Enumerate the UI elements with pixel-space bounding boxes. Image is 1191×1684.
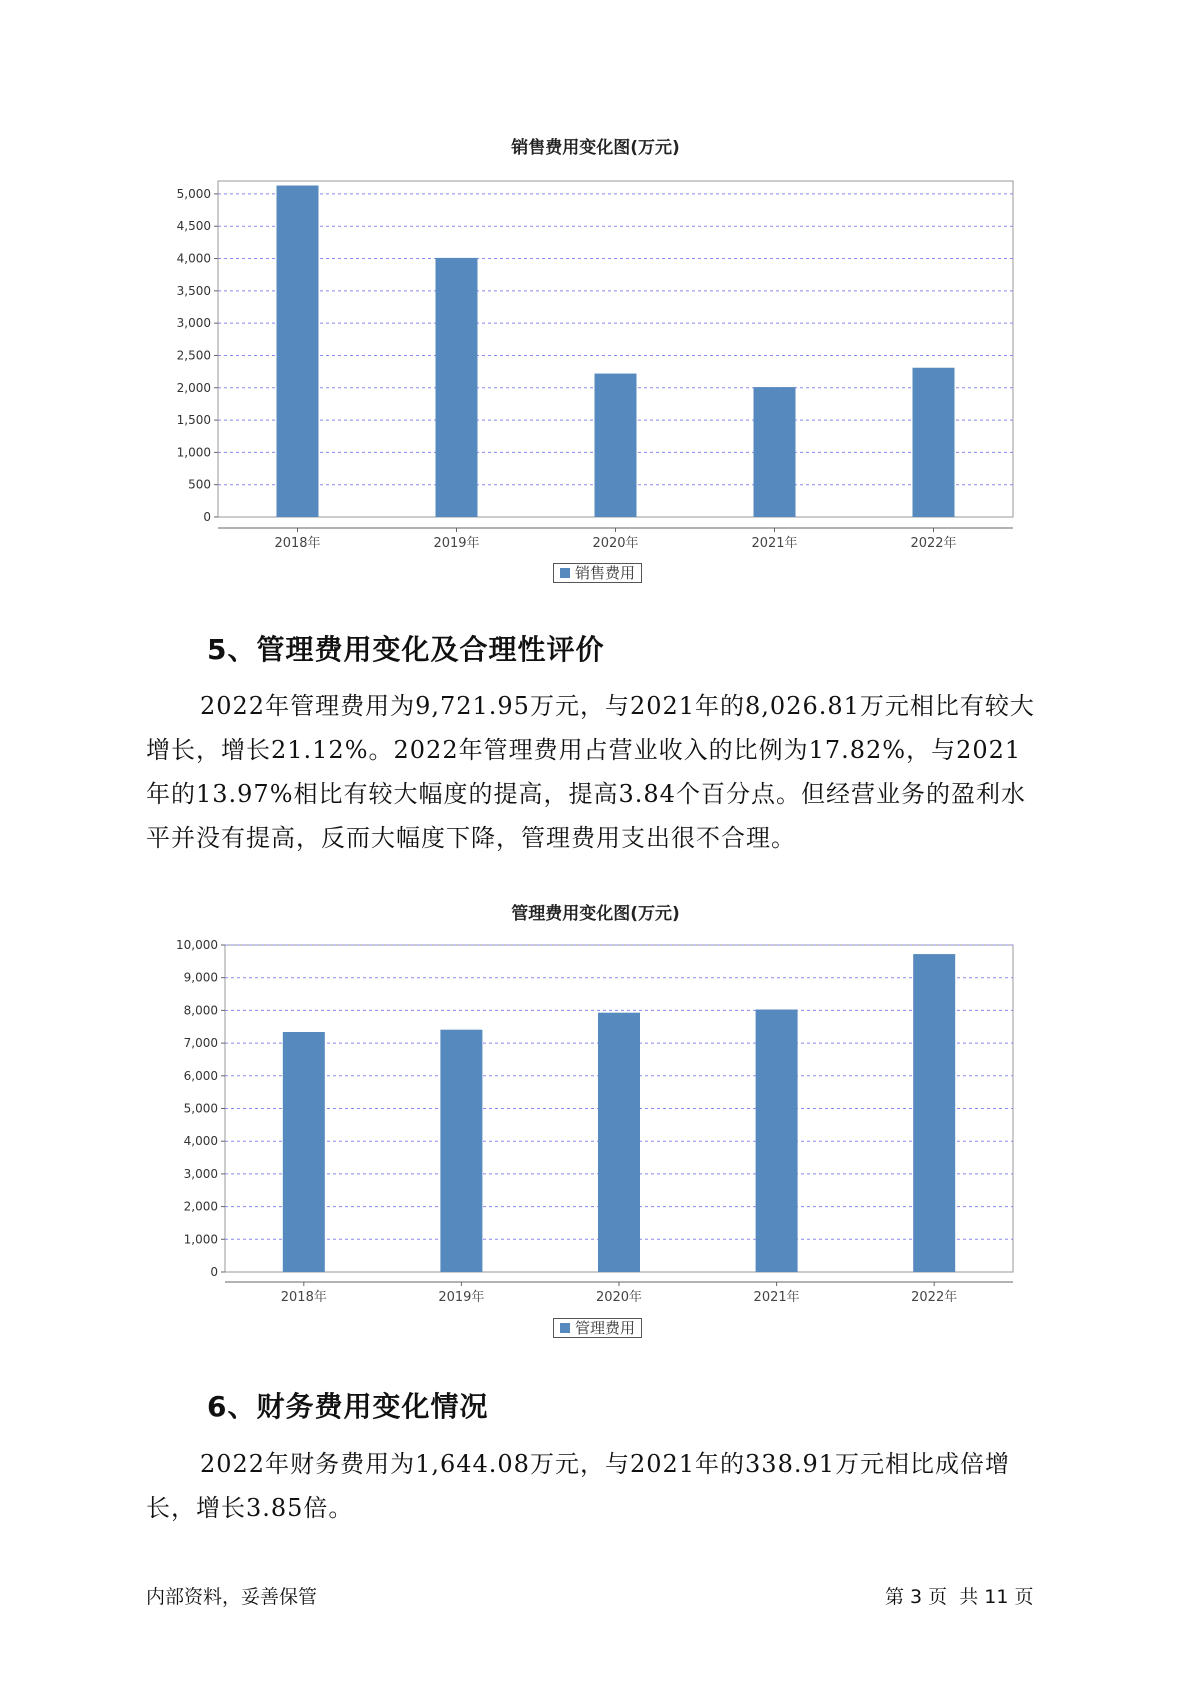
y-tick-label: 0 (210, 1265, 218, 1279)
x-tick-label: 2018年 (274, 536, 321, 551)
footer-confidential-note: 内部资料，妥善保管 (146, 1586, 318, 1608)
admin-expense-paragraph: 2022年管理费用为9,721.95万元，与2021年的8,026.81万元相比有较大增长，增长21.12%。2022年管理费用占营业收入的比例为17.82%，与2021年的13.97%相比有较大幅度的提高，提高3.84个百分点。但经营业务的盈利水平并没有提高，反而大幅度下降，管理费用支出很不合理。 (146, 692, 1035, 852)
finance-expense-paragraph: 2022年财务费用为1,644.08万元，与2021年的338.91万元相比成倍增长，增长3.85倍。 (146, 1450, 1011, 1522)
y-tick-label: 5,000 (176, 186, 211, 201)
admin-expense-chart-title: 管理费用变化图(万元) (511, 904, 680, 924)
y-tick-label: 1,000 (176, 445, 211, 460)
x-tick-label: 2022年 (911, 1290, 958, 1305)
y-tick-label: 8,000 (183, 1003, 218, 1018)
y-tick-label: 4,000 (176, 251, 211, 266)
y-tick-label: 3,000 (176, 316, 211, 331)
y-tick-label: 7,000 (183, 1036, 218, 1051)
y-tick-label: 4,500 (176, 219, 211, 234)
legend-label: 管理费用 (575, 1319, 636, 1337)
x-tick-label: 2020年 (592, 536, 639, 551)
x-tick-label: 2020年 (595, 1290, 643, 1305)
y-tick-label: 0 (203, 510, 211, 524)
footer-page-number: 第 3 页 共 11 页 (885, 1586, 1034, 1608)
admin-expense-legend (553, 1318, 642, 1338)
y-tick-label: 1,000 (183, 1232, 218, 1247)
x-tick-label: 2021年 (753, 1290, 800, 1305)
bar (283, 1032, 325, 1272)
y-tick-label: 10,000 (176, 938, 218, 952)
y-tick-label: 2,000 (183, 1199, 218, 1214)
bar (913, 954, 955, 1272)
legend-label: 销售费用 (575, 564, 636, 582)
section-heading-finance-expense: 6、财务费用变化情况 (207, 1390, 489, 1423)
y-tick-label: 4,000 (183, 1134, 218, 1149)
x-tick-label: 2019年 (433, 536, 480, 551)
bar (598, 1013, 640, 1272)
x-tick-label: 2021年 (751, 536, 798, 551)
y-tick-label: 500 (188, 477, 211, 492)
y-tick-label: 3,500 (176, 283, 211, 298)
x-tick-label: 2022年 (910, 536, 957, 551)
sales-expense-chart-title: 销售费用变化图(万元) (511, 138, 680, 158)
y-tick-label: 2,500 (176, 348, 211, 363)
y-tick-label: 5,000 (183, 1101, 218, 1116)
legend-swatch (560, 1323, 570, 1333)
y-tick-label: 9,000 (183, 970, 218, 985)
x-tick-label: 2018年 (280, 1290, 327, 1305)
x-tick-label: 2019年 (438, 1290, 485, 1305)
y-tick-label: 1,500 (176, 413, 211, 428)
y-tick-label: 3,000 (183, 1166, 218, 1181)
section-heading-admin-expense: 5、管理费用变化及合理性评价 (207, 633, 605, 666)
y-tick-label: 2,000 (176, 380, 211, 395)
y-tick-label: 6,000 (183, 1068, 218, 1083)
bar (756, 1010, 798, 1272)
bar (440, 1030, 482, 1272)
